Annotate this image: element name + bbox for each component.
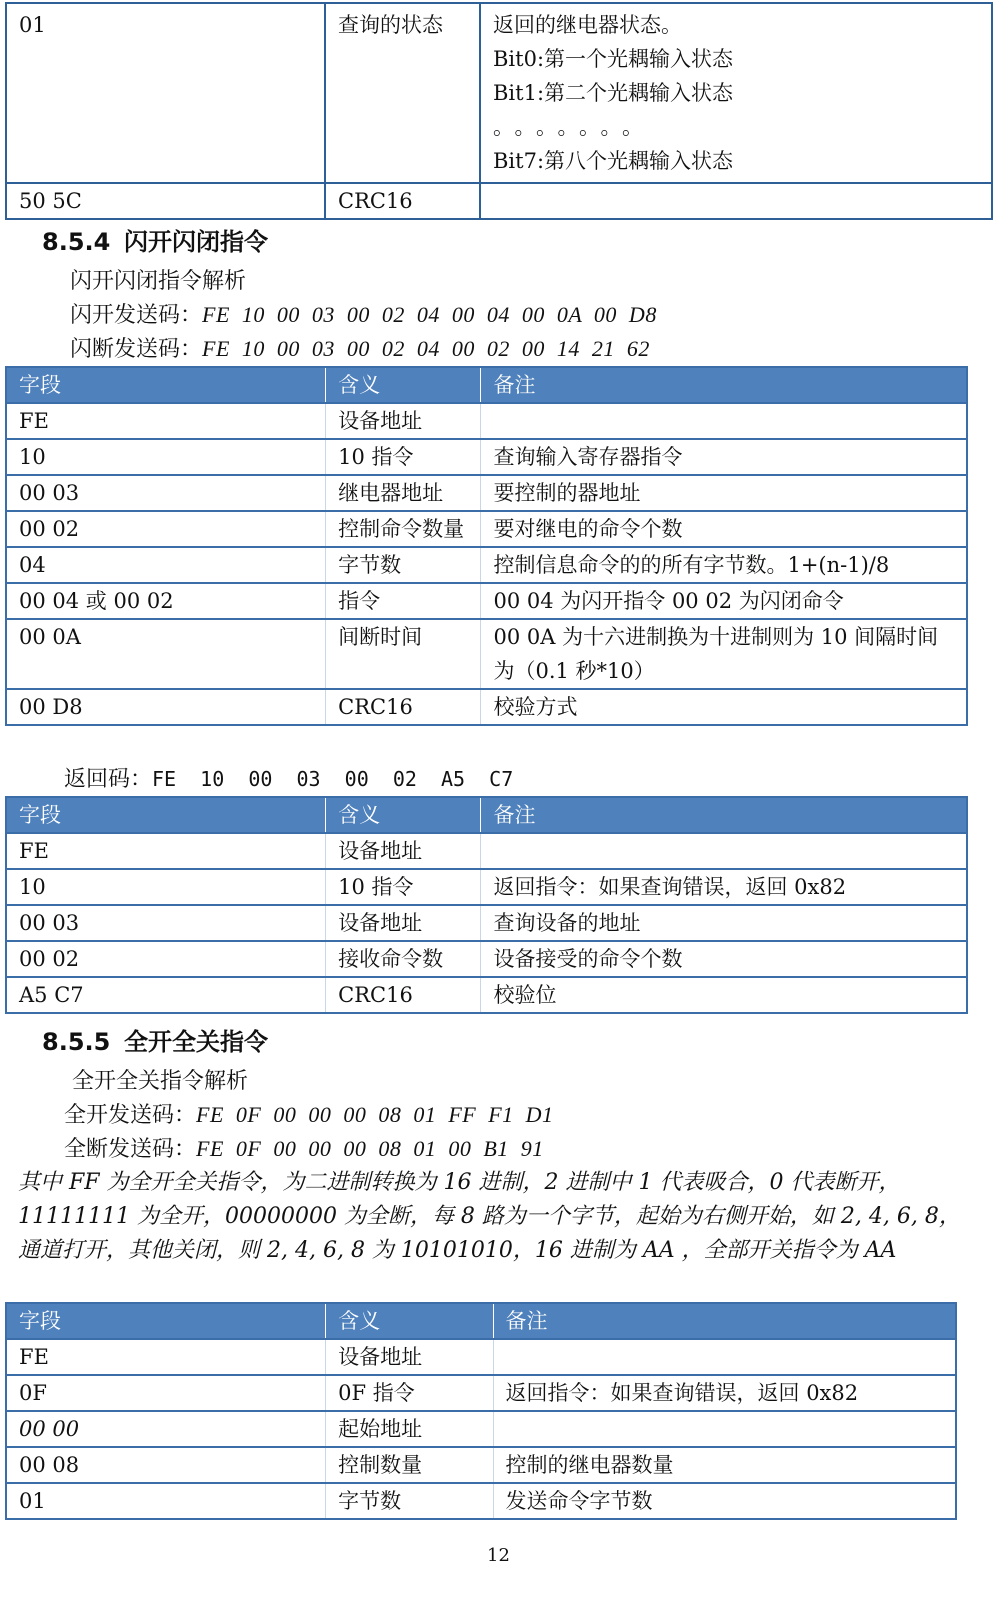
field-cell: 00 04 或 00 02 <box>6 583 326 619</box>
meaning-cell: 设备地址 <box>326 833 481 869</box>
meaning-cell: 接收命令数 <box>326 941 481 977</box>
meaning-cell: 10 指令 <box>326 869 481 905</box>
note-cell: 查询设备的地址 <box>481 905 967 941</box>
note-cell: 要控制的器地址 <box>481 475 967 511</box>
table-row <box>6 619 967 689</box>
table-header <box>6 797 967 833</box>
meaning-cell: 0F 指令 <box>326 1375 493 1411</box>
meaning-cell: 字节数 <box>326 1483 493 1519</box>
header-note: 备注 <box>481 367 967 403</box>
field-cell: 10 <box>6 439 326 475</box>
note-cell: 查询输入寄存器指令 <box>481 439 967 475</box>
note-cell: 返回指令：如果查询错误，返回 0x82 <box>493 1375 956 1411</box>
meaning-cell: 字节数 <box>326 547 481 583</box>
note-cell <box>493 1339 956 1375</box>
meaning-cell: CRC16 <box>325 183 480 219</box>
table-row <box>6 475 967 511</box>
table-row <box>6 941 967 977</box>
meaning-cell: 10 指令 <box>326 439 481 475</box>
section-heading <box>42 222 268 257</box>
field-cell: FE <box>6 1339 326 1375</box>
meaning-cell: 指令 <box>326 583 481 619</box>
close-code-label: 闪断发送码： <box>70 337 203 362</box>
note-cell <box>481 403 967 439</box>
section-number: 8.5.5 <box>42 1028 111 1056</box>
table-header <box>6 1303 956 1339</box>
field-cell: 00 0A <box>6 619 326 689</box>
table-row <box>6 1375 956 1411</box>
meaning-cell: 设备地址 <box>326 403 481 439</box>
section-subtitle: 闪开闪闭指令解析 <box>70 269 247 294</box>
return-code-line <box>64 762 513 793</box>
note-cell <box>480 183 992 219</box>
header-meaning: 含义 <box>326 797 481 833</box>
field-cell: 00 02 <box>6 511 326 547</box>
section-title: 全开全关指令 <box>124 1028 268 1056</box>
field-cell: 10 <box>6 869 326 905</box>
close-send-code-line <box>70 332 650 363</box>
table-row <box>6 583 967 619</box>
meaning-cell: 间断时间 <box>326 619 481 689</box>
open-code-label: 闪开发送码： <box>70 303 203 328</box>
table-header <box>6 367 967 403</box>
note-line: 返回的继电器状态。 <box>493 13 682 37</box>
note-cell <box>493 1411 956 1447</box>
close-code: FE 0F 00 00 00 08 01 00 B1 91 <box>196 1136 544 1161</box>
table-row <box>6 3 992 183</box>
header-note: 备注 <box>493 1303 956 1339</box>
note-cell: 控制的继电器数量 <box>493 1447 956 1483</box>
table-row <box>6 1339 956 1375</box>
meaning-cell: 起始地址 <box>326 1411 493 1447</box>
note-cell <box>481 833 967 869</box>
field-cell: 00 D8 <box>6 689 326 725</box>
table-row <box>6 403 967 439</box>
field-cell: 00 08 <box>6 1447 326 1483</box>
table-row <box>6 689 967 725</box>
all-switch-table <box>5 1302 957 1520</box>
field-cell: 00 03 <box>6 905 326 941</box>
note-cell: 设备接受的命令个数 <box>481 941 967 977</box>
open-code: FE 0F 00 00 00 08 01 FF F1 D1 <box>196 1102 554 1127</box>
meaning-cell: CRC16 <box>326 977 481 1013</box>
field-cell: 04 <box>6 547 326 583</box>
note-line: Bit7:第八个光耦输入状态 <box>493 149 734 173</box>
meaning-cell: CRC16 <box>326 689 481 725</box>
table-row <box>6 1483 956 1519</box>
close-code: FE 10 00 03 00 02 04 00 02 00 14 21 62 <box>202 336 650 361</box>
close-send-code-line <box>64 1132 544 1163</box>
section-subtitle: 全开全关指令解析 <box>72 1069 249 1094</box>
flash-command-table <box>5 366 968 726</box>
flash-return-table <box>5 796 968 1014</box>
meaning-cell: 查询的状态 <box>325 3 480 183</box>
table-row <box>6 905 967 941</box>
note-line: 。。。。。。。 <box>493 115 654 139</box>
table-row <box>6 547 967 583</box>
section-number: 8.5.4 <box>42 228 111 256</box>
open-send-code-line <box>70 298 657 329</box>
header-meaning: 含义 <box>326 367 481 403</box>
return-code: FE 10 00 03 00 02 A5 C7 <box>152 767 514 791</box>
status-table <box>5 2 993 220</box>
note-cell: 00 04 为闪开指令 00 02 为闪闭命令 <box>481 583 967 619</box>
page-number: 12 <box>487 1545 510 1566</box>
note-cell <box>480 3 992 183</box>
meaning-cell: 继电器地址 <box>326 475 481 511</box>
table-row <box>6 1447 956 1483</box>
table-row <box>6 869 967 905</box>
note-line: Bit0:第一个光耦输入状态 <box>493 47 734 71</box>
note-cell: 返回指令：如果查询错误，返回 0x82 <box>481 869 967 905</box>
meaning-cell: 设备地址 <box>326 905 481 941</box>
table-row <box>6 183 992 219</box>
field-cell: 0F <box>6 1375 326 1411</box>
field-cell: 00 02 <box>6 941 326 977</box>
open-send-code-line <box>64 1098 554 1129</box>
header-field: 字段 <box>6 797 326 833</box>
field-cell: 00 03 <box>6 475 326 511</box>
header-note: 备注 <box>481 797 967 833</box>
field-cell: 01 <box>6 3 325 183</box>
note-cell: 发送命令字节数 <box>493 1483 956 1519</box>
table-row <box>6 977 967 1013</box>
meaning-cell: 控制数量 <box>326 1447 493 1483</box>
field-cell: FE <box>6 833 326 869</box>
field-cell: 50 5C <box>6 183 325 219</box>
note-cell: 要对继电的命令个数 <box>481 511 967 547</box>
meaning-cell: 控制命令数量 <box>326 511 481 547</box>
field-cell: A5 C7 <box>6 977 326 1013</box>
note-cell: 校验方式 <box>481 689 967 725</box>
meaning-cell: 设备地址 <box>326 1339 493 1375</box>
open-code-label: 全开发送码： <box>64 1103 197 1128</box>
header-meaning: 含义 <box>326 1303 493 1339</box>
explanation-paragraph: 其中 FF 为全开全关指令，为二进制转换为 16 进制，2 进制中 1 代表吸合，0 代表断开，11111111 为全开，00000000 为全断，每 8 路为一个字节，起始为右侧开始，如 2, 4, 6, 8，通道打开，其他关闭，则 2, 4, 6, 8 为 10101010，16 进制为 AA ，全部开关指令为 AA <box>18 1170 961 1263</box>
note-line: Bit1:第二个光耦输入状态 <box>493 81 734 105</box>
section-title: 闪开闪闭指令 <box>124 228 268 256</box>
table-row <box>6 833 967 869</box>
field-cell: FE <box>6 403 326 439</box>
table-row <box>6 1411 956 1447</box>
return-code-label: 返回码： <box>64 767 153 792</box>
close-code-label: 全断发送码： <box>64 1137 197 1162</box>
field-cell: 01 <box>6 1483 326 1519</box>
table-row <box>6 439 967 475</box>
note-cell: 00 0A 为十六进制换为十进制则为 10 间隔时间为（0.1 秒*10） <box>481 619 967 689</box>
header-field: 字段 <box>6 367 326 403</box>
header-field: 字段 <box>6 1303 326 1339</box>
section-heading <box>42 1022 268 1057</box>
open-code: FE 10 00 03 00 02 04 00 04 00 0A 00 D8 <box>202 302 657 327</box>
table-row <box>6 511 967 547</box>
field-cell: 00 00 <box>6 1411 326 1447</box>
note-cell: 控制信息命令的的所有字节数。1+(n-1)/8 <box>481 547 967 583</box>
note-cell: 校验位 <box>481 977 967 1013</box>
